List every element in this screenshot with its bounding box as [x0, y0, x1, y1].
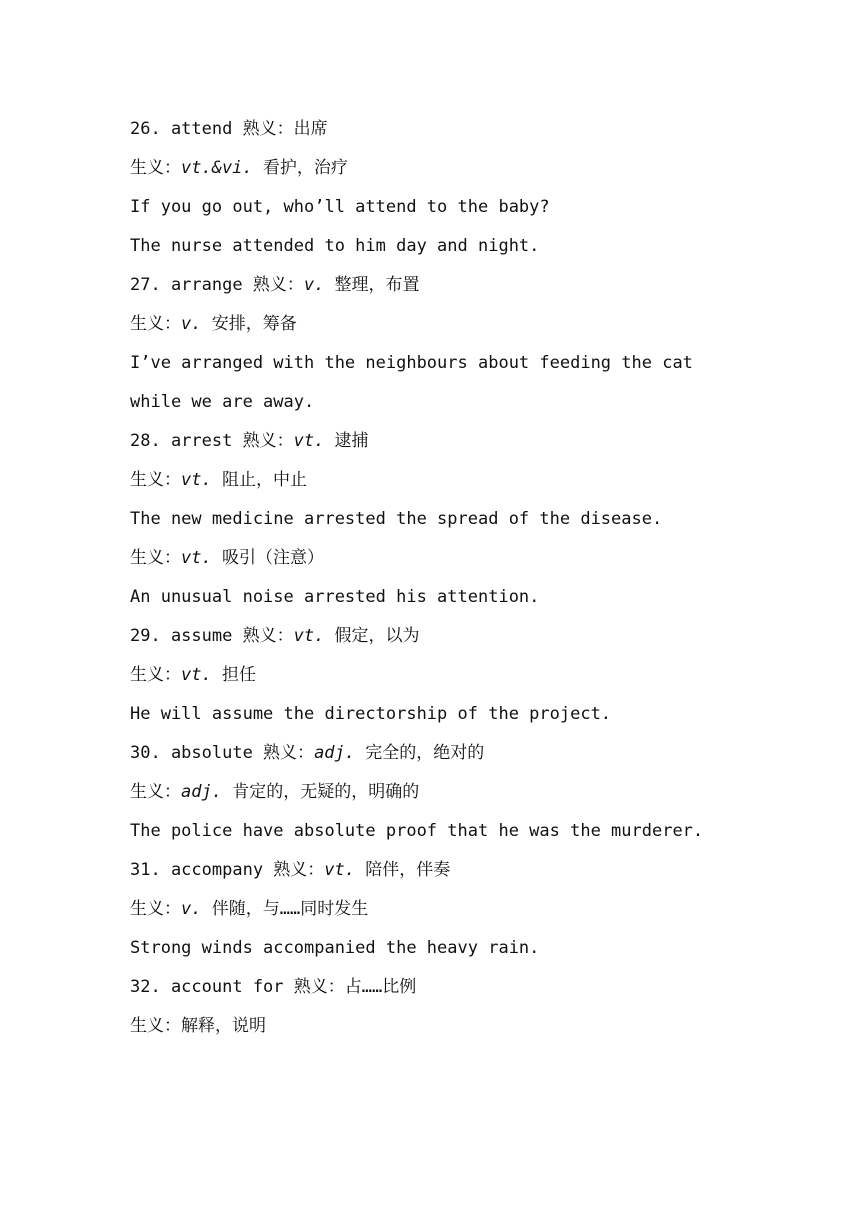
- text-segment: I’ve arranged with the neighbours about feeding the cat: [130, 353, 693, 373]
- text-segment: 31. accompany 熟义：: [130, 860, 325, 880]
- text-segment: 看护，治疗: [252, 158, 348, 178]
- part-of-speech: v.: [303, 275, 325, 295]
- text-segment: 28. arrest 熟义：: [130, 431, 294, 451]
- text-line-e30-head: [130, 734, 750, 773]
- text-line-e27-ex1a: [130, 344, 750, 383]
- text-line-e27-sense: [130, 305, 750, 344]
- part-of-speech: vt.: [324, 860, 356, 880]
- text-segment: 生义：: [130, 665, 181, 685]
- text-line-e26-ex1: [130, 188, 750, 227]
- text-line-e29-head: [130, 617, 750, 656]
- part-of-speech: v.: [181, 314, 202, 334]
- part-of-speech: adj.: [181, 782, 222, 802]
- part-of-speech: adj.: [314, 743, 356, 763]
- text-segment: 担任: [211, 665, 256, 685]
- text-segment: 生义：: [130, 899, 181, 919]
- text-line-e26-head: [130, 110, 750, 149]
- text-line-e30-sense: [130, 773, 750, 812]
- text-segment: If you go out, who’ll attend to the baby?: [130, 197, 550, 217]
- text-line-e31-head: [130, 851, 750, 890]
- text-segment: 整理，布置: [324, 275, 420, 295]
- text-line-e26-sense: [130, 149, 750, 188]
- part-of-speech: vt.&vi.: [181, 158, 253, 178]
- text-segment: 30. absolute 熟义：: [130, 743, 315, 763]
- text-line-e29-ex1: [130, 695, 750, 734]
- text-line-e31-sense: [130, 890, 750, 929]
- text-line-e28-ex1: [130, 500, 750, 539]
- text-segment: The police have absolute proof that he was the murderer.: [130, 821, 704, 841]
- text-segment: 肯定的，无疑的，明确的: [221, 782, 420, 802]
- text-segment: An unusual noise arrested his attention.: [130, 587, 540, 607]
- text-segment: 生义：解释，说明: [130, 1016, 266, 1036]
- text-segment: The new medicine arrested the spread of the disease.: [130, 509, 663, 529]
- text-line-e27-ex1b: [130, 383, 750, 422]
- text-segment: 伴随，与……同时发生: [201, 899, 369, 919]
- text-segment: 逮捕: [324, 431, 369, 451]
- part-of-speech: vt.: [181, 665, 212, 685]
- text-segment: 29. assume 熟义：: [130, 626, 294, 646]
- text-segment: The nurse attended to him day and night.: [130, 236, 540, 256]
- text-line-e30-ex1: [130, 812, 750, 851]
- text-line-e28-sense1: [130, 461, 750, 500]
- text-line-e29-sense: [130, 656, 750, 695]
- text-segment: 阻止，中止: [211, 470, 307, 490]
- text-segment: 26. attend 熟义：出席: [130, 119, 328, 139]
- vocabulary-list: [130, 110, 750, 1046]
- text-line-e31-ex1: [130, 929, 750, 968]
- text-segment: 生义：: [130, 470, 181, 490]
- part-of-speech: vt.: [181, 470, 212, 490]
- part-of-speech: vt.: [293, 626, 325, 646]
- text-segment: 生义：: [130, 158, 181, 178]
- text-segment: He will assume the directorship of the project.: [130, 704, 612, 724]
- part-of-speech: vt.: [181, 548, 212, 568]
- text-line-e28-ex2: [130, 578, 750, 617]
- text-line-e32-head: [130, 968, 750, 1007]
- text-segment: 27. arrange 熟义：: [130, 275, 304, 295]
- text-line-e32-sense: [130, 1007, 750, 1046]
- text-line-e26-ex2: [130, 227, 750, 266]
- text-segment: 完全的，绝对的: [355, 743, 485, 763]
- text-segment: 32. account for 熟义：占……比例: [130, 977, 417, 997]
- text-line-e28-sense2: [130, 539, 750, 578]
- text-segment: 生义：: [130, 548, 181, 568]
- text-line-e28-head: [130, 422, 750, 461]
- text-segment: 假定，以为: [324, 626, 420, 646]
- part-of-speech: vt.: [293, 431, 325, 451]
- text-segment: 安排，筹备: [201, 314, 297, 334]
- text-segment: 生义：: [130, 782, 181, 802]
- text-segment: 陪伴，伴奏: [355, 860, 451, 880]
- text-line-e27-head: [130, 266, 750, 305]
- text-segment: 吸引（注意）: [211, 548, 324, 568]
- text-segment: while we are away.: [130, 392, 315, 412]
- text-segment: Strong winds accompanied the heavy rain.: [130, 938, 540, 958]
- text-segment: 生义：: [130, 314, 181, 334]
- part-of-speech: v.: [181, 899, 202, 919]
